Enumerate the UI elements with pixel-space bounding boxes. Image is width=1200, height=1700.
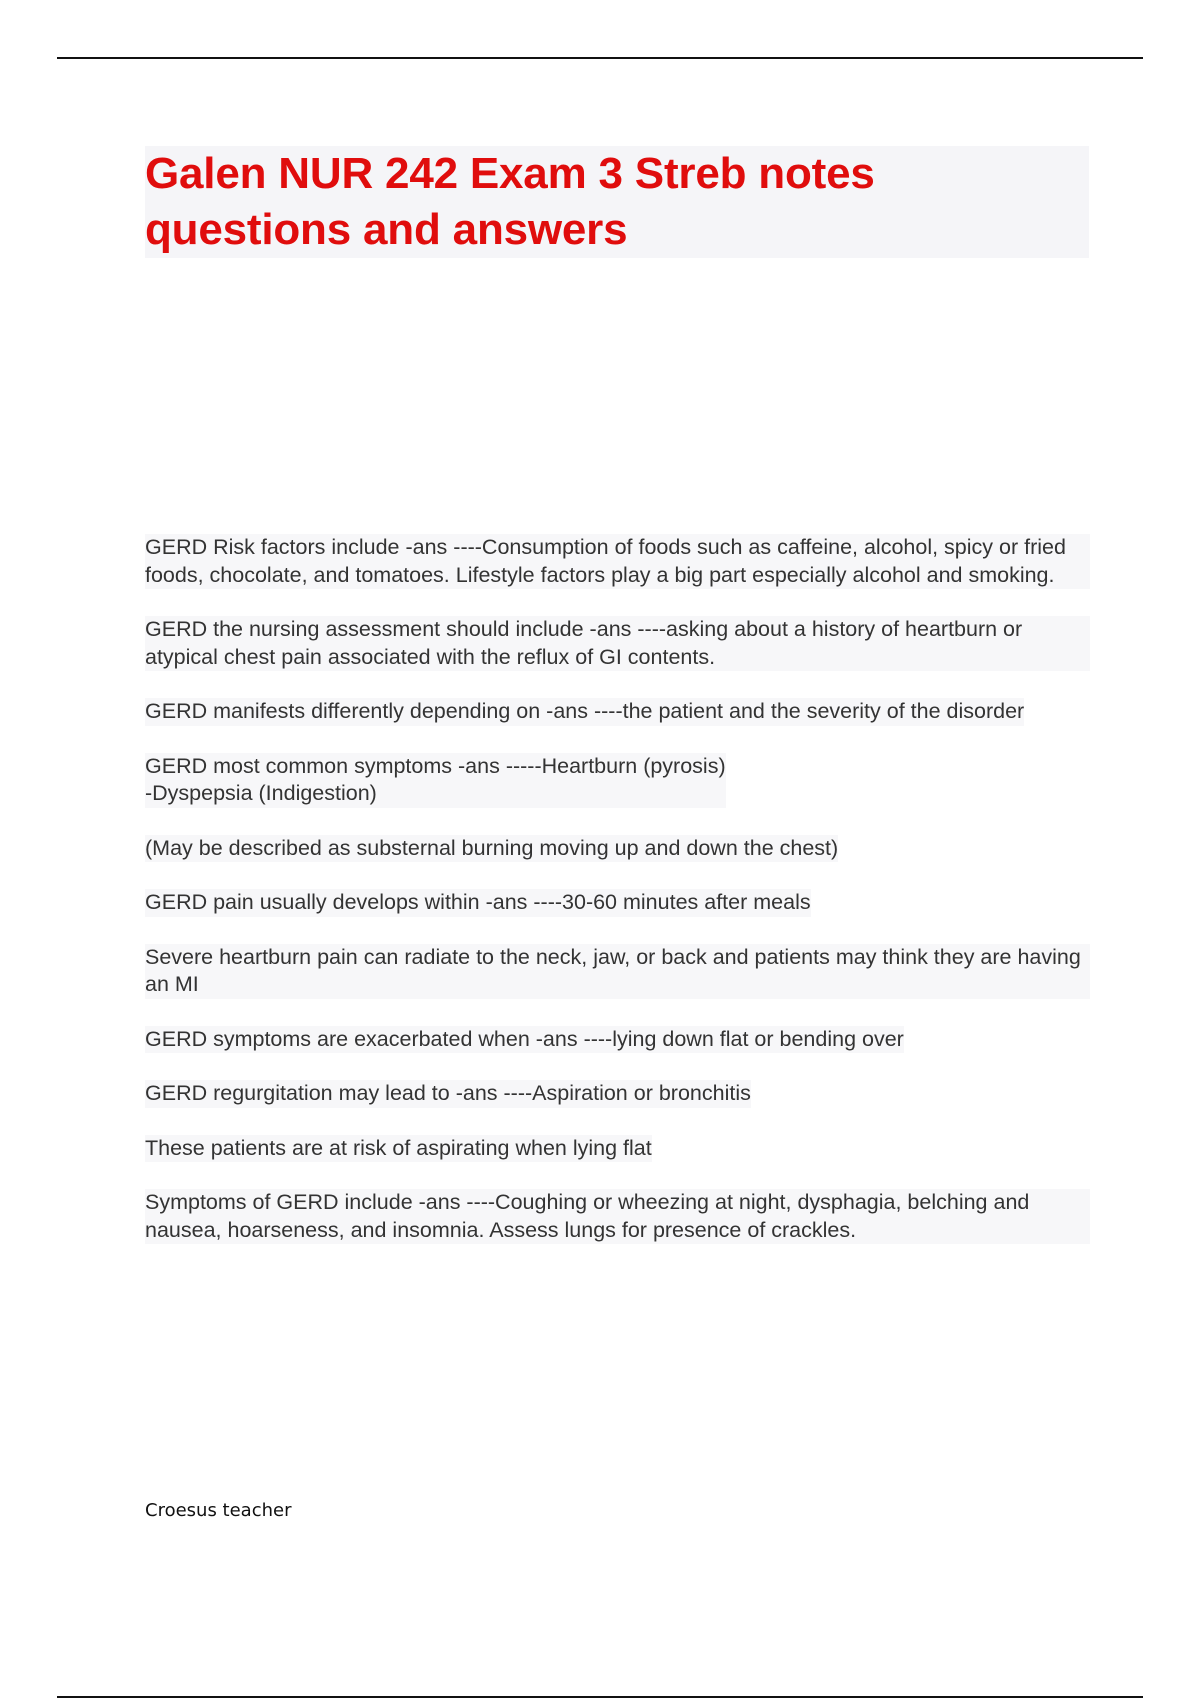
document-title: Galen NUR 242 Exam 3 Streb notes questions and answers [145,149,875,254]
answer-marker: ans [425,1190,467,1214]
qa-entry [145,534,1090,589]
question: GERD the nursing assessment should include - [145,617,597,641]
qa-entry [145,1189,1090,1244]
note-text: These patients are at risk of aspirating when lying flat [145,1135,652,1163]
answer: ----Aspiration or bronchitis [503,1081,751,1105]
question: GERD Risk factors include - [145,535,413,559]
question: GERD symptoms are exacerbated when - [145,1026,543,1051]
answer: ----asking about a history of heartburn or atypical chest pain associated with the reflux of GI contents. [145,617,1029,669]
qa-entry [145,616,1090,671]
answer-marker: ans [462,1081,504,1105]
answer-marker: ans [412,535,454,559]
qa-entry [145,698,1024,726]
answer-marker: ans [465,753,506,778]
answer: ----Coughing or wheezing at night, dysphagia, belching and nausea, hoarseness, and insomnia. Assess lungs for presence of crackles. [145,1190,1036,1242]
top-rule [57,57,1143,59]
qa-entry [145,1026,904,1054]
question: GERD pain usually develops within - [145,890,493,914]
footer-author: Croesus teacher [145,1500,292,1521]
note-text: Severe heartburn pain can radiate to the neck, jaw, or back and patients may think they are having an MI [145,944,1090,999]
answer: ----Consumption of foods such as caffeine, alcohol, spicy or fried foods, chocolate, and tomatoes. Lifestyle factors play a big part especially alcohol and smoking. [145,535,1072,587]
question: Symptoms of GERD include - [145,1190,426,1214]
qa-entry [145,1080,751,1108]
note-text: (May be described as substernal burning moving up and down the chest) [145,835,838,863]
question: GERD regurgitation may lead to - [145,1081,463,1105]
answer: ----lying down flat or bending over [583,1026,904,1051]
question: GERD most common symptoms - [145,753,466,778]
qa-entry [145,889,811,917]
answer: -----Heartburn (pyrosis) -Dyspepsia (Indigestion) [145,753,726,805]
answer-marker: ans [596,617,638,641]
answer-marker: ans [553,699,594,723]
qa-list [145,534,1090,1271]
title-block [145,146,1089,258]
answer-marker: ans [542,1026,584,1051]
answer: ----the patient and the severity of the disorder [593,699,1025,723]
question: GERD manifests differently depending on - [145,699,554,723]
bottom-rule [57,1696,1143,1698]
qa-entry [145,753,726,808]
answer-marker: ans [492,890,534,914]
answer: ----30-60 minutes after meals [533,890,811,914]
